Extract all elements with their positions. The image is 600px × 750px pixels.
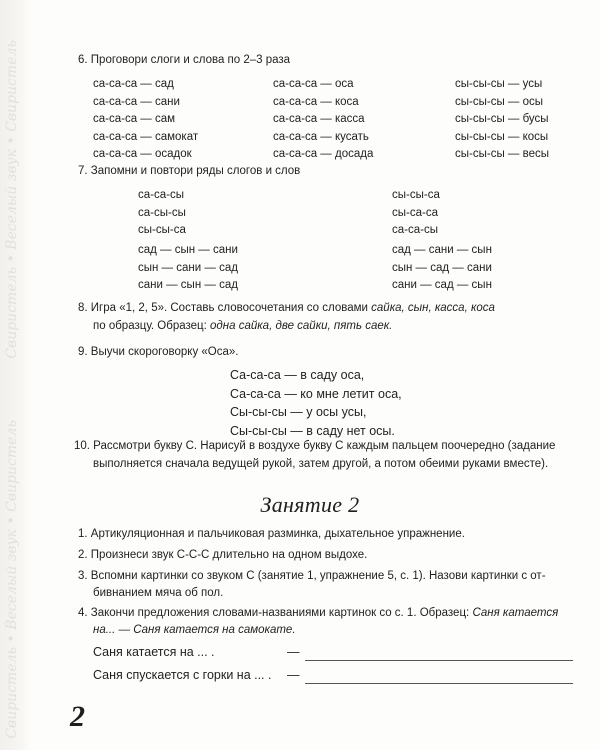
- poem-line: Сы-сы-сы — в саду нет осы.: [230, 423, 395, 438]
- exercise-8-sample-label: по образцу. Образец:: [93, 320, 207, 332]
- syllable-row: са-са-са — сани: [93, 95, 180, 108]
- syllable-series: са-са-сы: [392, 224, 438, 236]
- exercise-9-title: 9. Выучи скороговорку «Оса».: [78, 346, 239, 358]
- syllable-series: са-са-сы: [138, 189, 184, 201]
- syllable-row: сы-сы-сы — весы: [455, 148, 549, 160]
- lesson-2-task-3-line2: бивнанием мяча об пол.: [93, 587, 224, 599]
- exercise-6-col3: [455, 76, 549, 164]
- lesson-2-heading: Занятие 2: [260, 492, 360, 517]
- exercise-7-title: 7. Запомни и повтори ряды слогов и слов: [78, 165, 301, 177]
- exercise-7-right-syllables: [392, 187, 440, 240]
- side-decoration-text: Свиристель • Веселый звук • Свиристель: [4, 40, 20, 359]
- lesson-2-task-4-line2: на... — Саня катается на самокате.: [93, 624, 296, 636]
- exercise-10-line2: выполняется сначала ведущей рукой, затем другой, а потом обеими руками вместе).: [93, 458, 549, 470]
- exercise-8-line2: [93, 320, 392, 332]
- exercise-8-line1: [78, 302, 495, 314]
- poem-line: Сы-сы-сы — у осы усы,: [230, 405, 367, 419]
- syllable-row: сы-сы-сы — усы: [455, 78, 543, 90]
- word-series: сад — сын — сани: [138, 244, 238, 256]
- syllable-row: са-са-са — оса: [273, 78, 354, 90]
- word-series: сани — сад — сын: [392, 279, 492, 291]
- syllable-row: са-са-са — досада: [273, 148, 374, 160]
- syllable-series: са-сы-сы: [138, 206, 186, 219]
- syllable-row: сы-сы-сы — косы: [455, 130, 549, 143]
- syllable-series: сы-сы-са: [138, 224, 186, 236]
- syllable-row: са-са-са — самокат: [93, 130, 199, 143]
- answer-line-1[interactable]: [305, 660, 573, 661]
- word-series: сани — сын — сад: [138, 279, 238, 291]
- answer-line-2[interactable]: [305, 683, 573, 684]
- syllable-row: са-са-са — сад: [93, 78, 174, 90]
- syllable-row: са-са-са — сам: [93, 113, 176, 125]
- exercise-6-col2: [273, 76, 373, 164]
- exercise-7-right-words: [392, 242, 492, 295]
- fill-sentence-1: Саня катается на ... .: [93, 645, 215, 659]
- lesson-2-task-3-line1: 3. Вспомни картинки со звуком С (занятие 1, упражнение 5, с. 1). Назови картинки с от-: [78, 570, 546, 582]
- poem-line: Са-са-са — в саду оса,: [230, 368, 365, 382]
- exercise-8-words: сайка, сын, касса, коса: [371, 302, 495, 314]
- exercise-6-title: 6. Проговори слоги и слова по 2–3 раза: [78, 54, 291, 66]
- poem-line: Са-са-са — ко мне летит оса,: [230, 386, 402, 401]
- exercise-7-left-words: [138, 242, 238, 295]
- lesson-2-task-4-line1: [78, 607, 558, 619]
- syllable-row: са-са-са — коса: [273, 95, 359, 108]
- task-4-instruction: 4. Закончи предложения словами-названиями картинок со с. 1. Образец:: [78, 607, 470, 619]
- fill-dash-1: —: [287, 645, 300, 659]
- word-series: сад — сани — сын: [392, 244, 492, 256]
- syllable-series: сы-са-са: [392, 206, 438, 219]
- exercise-10-line1: 10. Рассмотри букву С. Нарисуй в воздухе букву С каждым пальцем поочередно (задание: [74, 440, 556, 452]
- syllable-row: са-са-са — кусать: [273, 130, 369, 143]
- syllable-row: са-са-са — осадок: [93, 148, 192, 160]
- lesson-2-task-1: 1. Артикуляционная и пальчиковая разминка, дыхательное упражнение.: [78, 528, 465, 540]
- fill-sentence-2: Саня спускается с горки на ... .: [93, 668, 272, 682]
- lesson-2-task-2: 2. Произнеси звук С-С-С длительно на одном выдохе.: [78, 549, 368, 561]
- exercise-8-sample: одна сайка, две сайки, пять саек.: [210, 320, 393, 332]
- syllable-row: сы-сы-сы — бусы: [455, 113, 549, 125]
- side-decoration-text-2: Свиристель • Веселый звук • Свиристель: [4, 420, 20, 739]
- exercise-8-instruction: 8. Игра «1, 2, 5». Составь словосочетания со словами: [78, 302, 368, 314]
- syllable-series: сы-сы-са: [392, 189, 440, 201]
- syllable-row: сы-сы-сы — осы: [455, 95, 544, 108]
- page-number: 2: [70, 700, 85, 733]
- task-4-sample-start: Саня катается: [472, 607, 559, 619]
- exercise-7-left-syllables: [138, 187, 186, 240]
- tongue-twister-poem: [230, 366, 402, 440]
- side-decoration-strip: [0, 0, 30, 750]
- exercise-6-col1: [93, 76, 198, 164]
- fill-dash-2: —: [287, 668, 300, 682]
- word-series: сын — сад — сани: [392, 261, 492, 274]
- word-series: сын — сани — сад: [138, 261, 238, 274]
- syllable-row: са-са-са — касса: [273, 113, 365, 125]
